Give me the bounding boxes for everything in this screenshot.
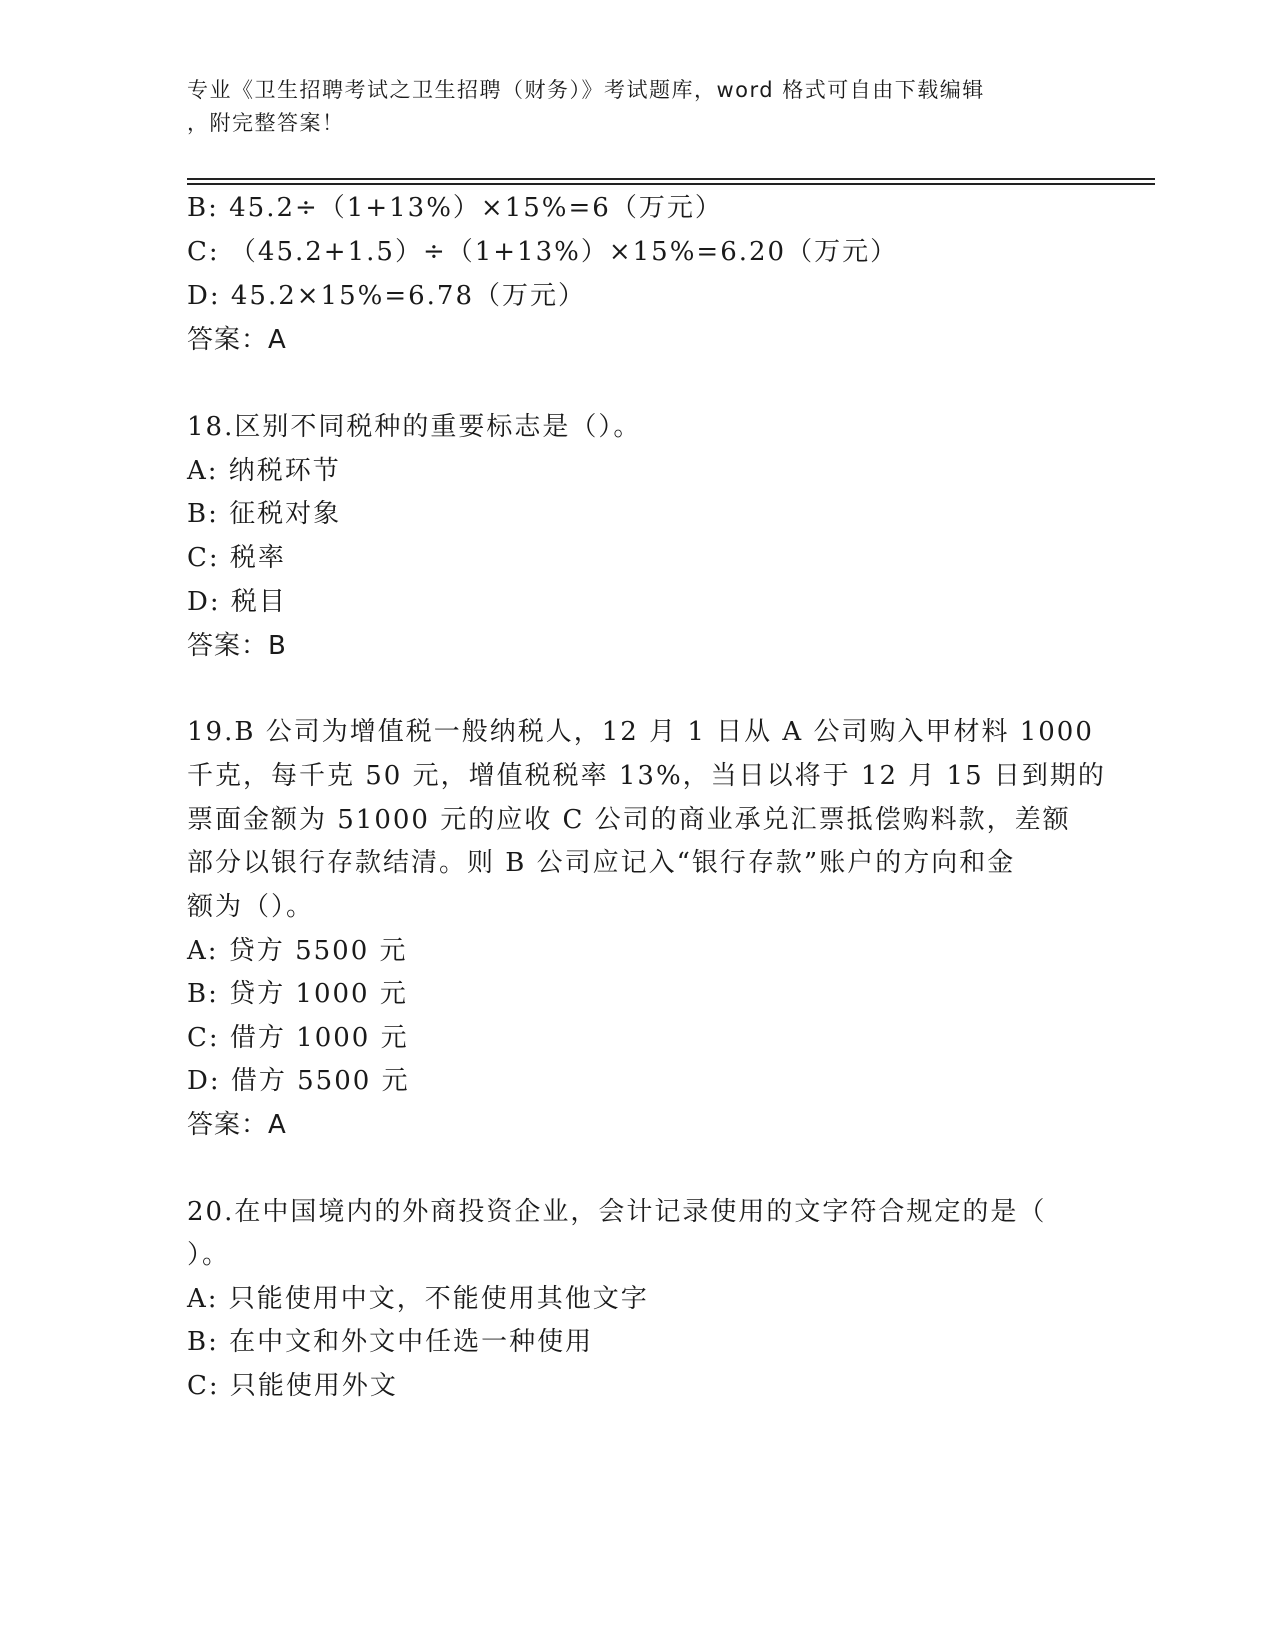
q20-option-b: B: 在中文和外文中任选一种使用 xyxy=(187,1327,594,1357)
q19-question-line-4: 部分以银行存款结清。则 B 公司应记入“银行存款”账户的方向和金 xyxy=(187,848,1016,878)
q17-option-c: C: （45.2+1.5）÷（1+13%）×15%=6.20（万元） xyxy=(187,237,899,267)
q20-question-line-2: ）。 xyxy=(187,1240,231,1270)
q20-option-a: A: 只能使用中文，不能使用其他文字 xyxy=(187,1284,649,1314)
q19-question-line-5: 额为（）。 xyxy=(187,892,315,922)
q20-question-line-1: 20.在中国境内的外商投资企业，会计记录使用的文字符合规定的是（ xyxy=(187,1197,1047,1227)
q19-option-d: D: 借方 5500 元 xyxy=(187,1066,410,1096)
q19-question-line-2: 千克，每千克 50 元，增值税税率 13%，当日以将于 12 月 15 日到期的 xyxy=(187,761,1106,791)
document-header xyxy=(187,74,1087,140)
q17-answer: 答案：A xyxy=(187,325,287,355)
q17-option-d: D: 45.2×15%=6.78（万元） xyxy=(187,281,587,311)
q18-option-b: B: 征税对象 xyxy=(187,499,342,529)
q20-option-c: C: 只能使用外文 xyxy=(187,1371,398,1401)
q19-question-line-1: 19.B 公司为增值税一般纳税人，12 月 1 日从 A 公司购入甲材料 1000 xyxy=(187,717,1094,747)
q19-answer: 答案：A xyxy=(187,1110,287,1140)
q18-option-c: C: 税率 xyxy=(187,543,286,573)
q19-option-b: B: 贷方 1000 元 xyxy=(187,979,408,1009)
header-line-1: 专业《卫生招聘考试之卫生招聘（财务）》考试题库，word 格式可自由下载编辑 xyxy=(187,78,985,102)
header-line-2: ，附完整答案！ xyxy=(187,111,345,135)
q18-option-a: A: 纳税环节 xyxy=(187,456,341,486)
q18-question: 18.区别不同税种的重要标志是（）。 xyxy=(187,412,642,442)
q19-question-line-3: 票面金额为 51000 元的应收 C 公司的商业承兑汇票抵偿购料款，差额 xyxy=(187,805,1071,835)
header-divider-top xyxy=(187,178,1155,180)
q19-option-a: A: 贷方 5500 元 xyxy=(187,936,408,966)
q19-option-c: C: 借方 1000 元 xyxy=(187,1023,409,1053)
q17-option-b: B: 45.2÷（1+13%）×15%=6（万元） xyxy=(187,193,723,223)
q18-option-d: D: 税目 xyxy=(187,587,287,617)
q18-answer: 答案：B xyxy=(187,631,287,661)
